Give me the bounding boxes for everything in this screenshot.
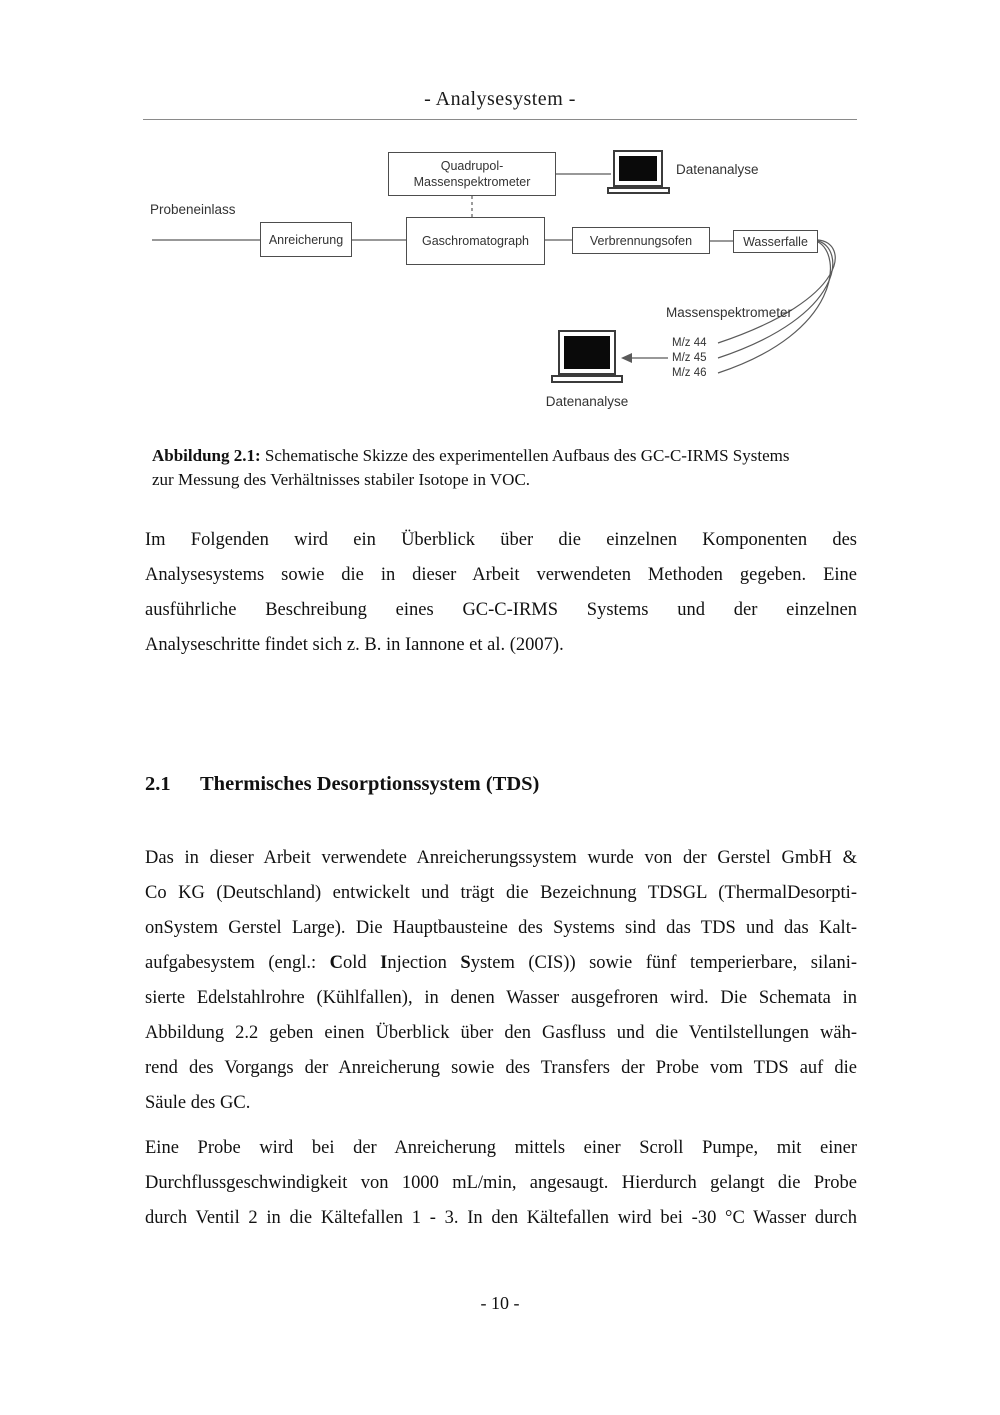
text-line: Analysesystems sowie die in dieser Arbeit verwendeten Methoden gegeben. Eine <box>145 565 857 585</box>
text-segment: old <box>343 953 381 973</box>
running-header-title: - Analysesystem - <box>424 88 576 110</box>
text-line: Co KG (Deutschland) entwickelt und trägt die Bezeichnung TDSGL (ThermalDesorpti- <box>145 883 857 903</box>
text-segment: njection <box>387 953 461 973</box>
caption-text: Schematische Skizze des experimentellen Aufbaus des GC-C-IRMS Systems <box>260 446 790 465</box>
node-gaschromatograph <box>406 217 545 265</box>
figure-diagram <box>0 140 1000 432</box>
arrow-mz-to-computer-head <box>621 353 632 363</box>
text-segment-bold: C <box>329 953 344 973</box>
computer-monitor-icon <box>558 330 616 375</box>
text-line: Säule des GC. <box>145 1093 251 1113</box>
label-mz-44: M/z 44 <box>672 337 707 349</box>
text-line: onSystem Gerstel Large). Die Hauptbausteine des Systems sind das TDS und das Kalt- <box>145 918 857 938</box>
caption-line: zur Messung des Verhältnisses stabiler Isotope in VOC. <box>152 470 531 489</box>
paragraph-tds <box>145 841 857 1121</box>
section-title: Thermisches Desorptionssystem (TDS) <box>200 773 540 795</box>
node-quadrupol-massenspektrometer <box>388 152 556 196</box>
text-line: durch Ventil 2 in die Kältefallen 1 - 3. In den Kältefallen wird bei -30 °C Wasser durch <box>145 1208 857 1228</box>
node-label: Verbrennungsofen <box>589 233 693 248</box>
caption-line <box>152 444 789 468</box>
text-line: Eine Probe wird bei der Anreicherung mittels einer Scroll Pumpe, mit einer <box>145 1138 857 1158</box>
text-line: ausführliche Beschreibung eines GC-C-IRMS Systems und der einzelnen <box>145 600 857 620</box>
figure-caption <box>152 444 789 492</box>
node-label: Anreicherung <box>268 232 344 247</box>
section-number: 2.1 <box>145 773 171 795</box>
text-line: Das in dieser Arbeit verwendete Anreicherungssystem wurde von der Gerstel GmbH & <box>145 848 857 868</box>
text-segment: aufgabesystem (engl.: <box>145 953 330 973</box>
computer-base-icon <box>607 187 670 194</box>
label-datenanalyse-bottom: Datenanalyse <box>545 394 629 409</box>
node-wasserfalle <box>733 230 818 253</box>
label-mz-46: M/z 46 <box>672 367 707 379</box>
text-line: sierte Edelstahlrohre (Kühlfallen), in denen Wasser ausgefroren wird. Die Schemata in <box>145 988 857 1008</box>
text-line: Abbildung 2.2 geben einen Überblick über den Gasfluss und die Ventilstellungen wäh- <box>145 1023 857 1043</box>
page-header <box>143 88 857 120</box>
computer-monitor-icon <box>613 150 663 187</box>
monitor-screen <box>619 156 657 181</box>
label-mz-45: M/z 45 <box>672 352 707 364</box>
label-massenspektrometer: Massenspektrometer <box>666 305 793 320</box>
text-line: Im Folgenden wird ein Überblick über die einzelnen Komponenten des <box>145 530 857 550</box>
page-number: - 10 - <box>480 1293 520 1313</box>
label-datenanalyse-top: Datenanalyse <box>676 162 759 177</box>
paragraph-probe <box>145 1131 857 1236</box>
node-anreicherung <box>260 222 352 257</box>
monitor-screen <box>564 336 610 369</box>
computer-base-icon <box>551 375 623 383</box>
text-line: Durchflussgeschwindigkeit von 1000 mL/min, angesaugt. Hierdurch gelangt die Probe <box>145 1173 857 1193</box>
node-verbrennungsofen <box>572 227 710 254</box>
node-label: Massenspektrometer <box>413 175 531 189</box>
text-line: rend des Vorgangs der Anreicherung sowie des Transfers der Probe vom TDS auf die <box>145 1058 857 1078</box>
text-segment-bold: I <box>380 953 388 973</box>
node-label: Quadrupol- <box>440 159 504 173</box>
section-heading-2-1 <box>145 773 539 796</box>
paragraph-intro <box>145 523 857 663</box>
text-line: Analyseschritte findet sich z. B. in Iannone et al. (2007). <box>145 635 564 655</box>
text-segment-bold: S <box>460 953 471 973</box>
curve-wasserfalle-mz45 <box>718 241 833 358</box>
node-label: Gaschromatograph <box>421 234 529 248</box>
caption-label: Abbildung 2.1: <box>152 446 261 465</box>
label-probeneinlass: Probeneinlass <box>150 202 236 217</box>
text-line <box>145 946 857 981</box>
node-label: Wasserfalle <box>743 234 808 249</box>
curve-wasserfalle-mz44 <box>718 240 835 343</box>
text-segment: ystem (CIS)) sowie fünf temperierbare, silani- <box>470 953 858 973</box>
